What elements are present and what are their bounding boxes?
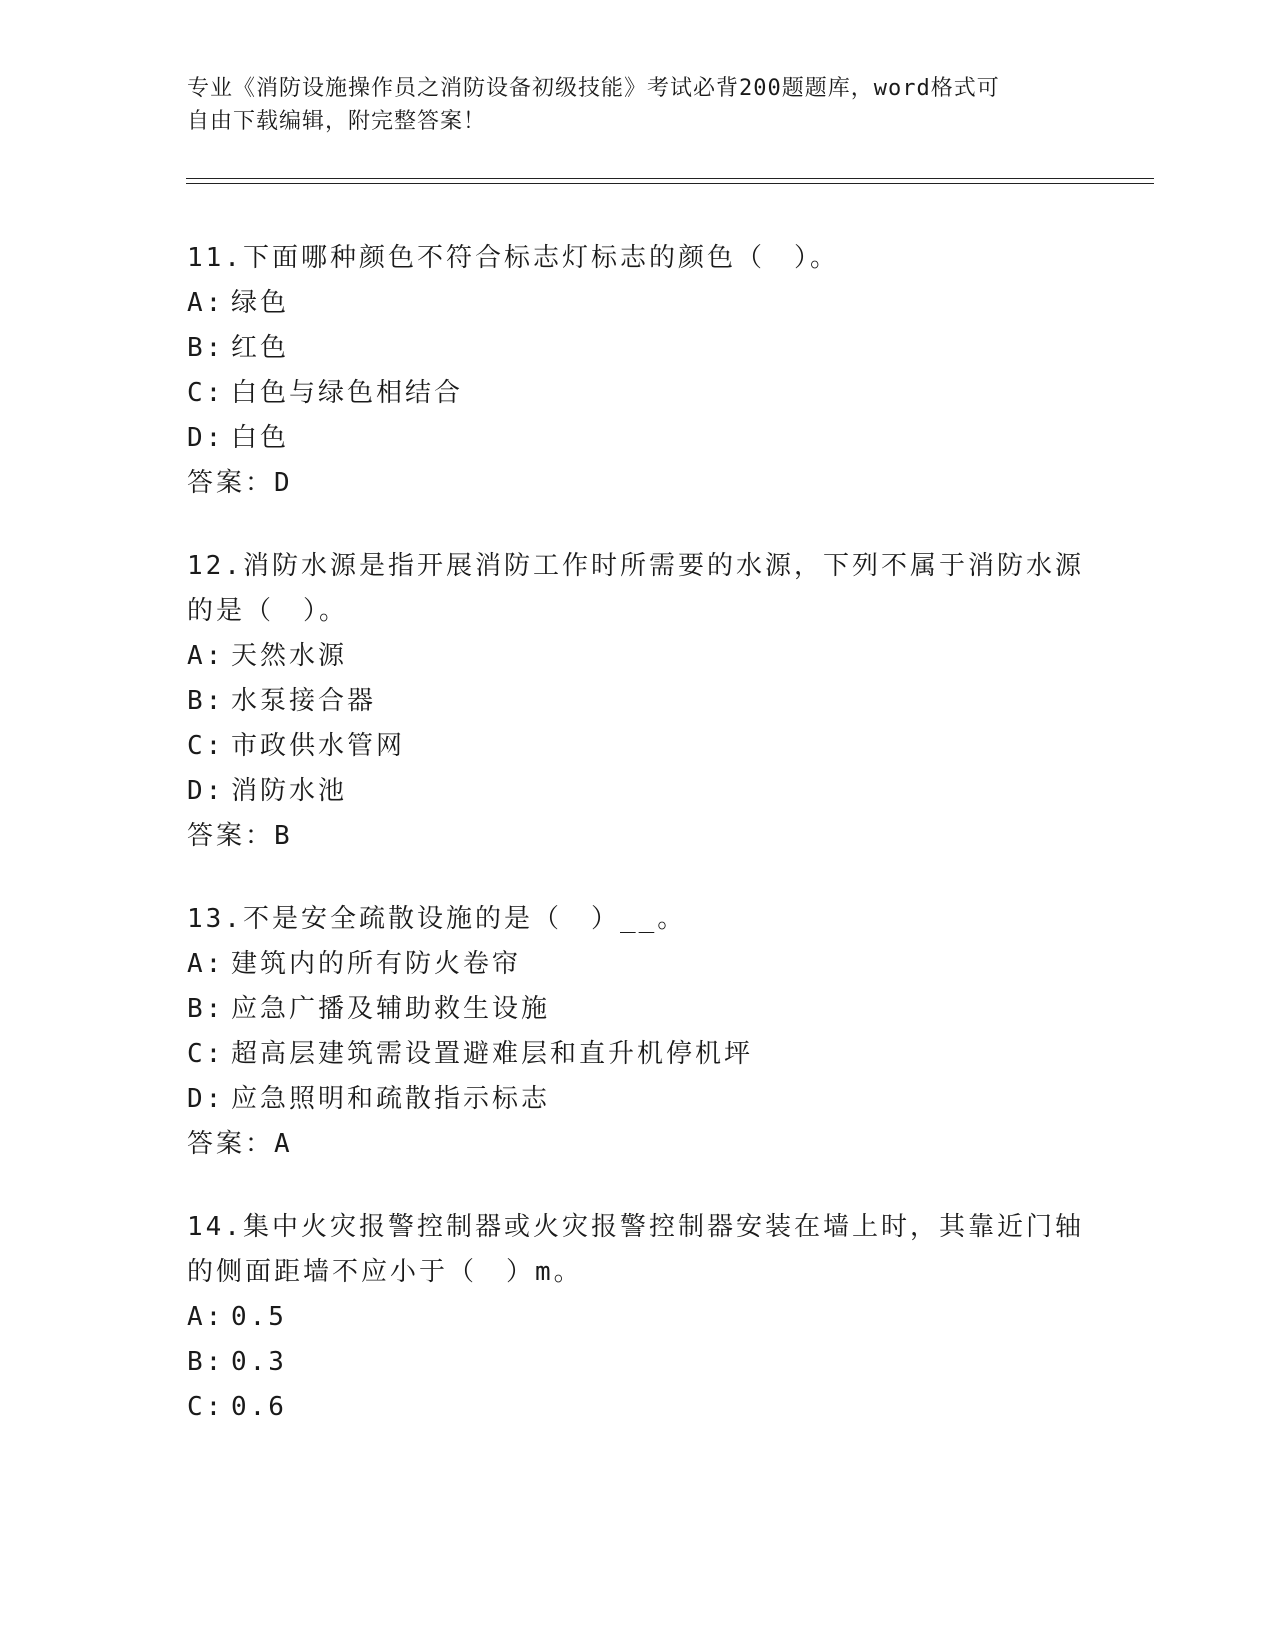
option-text: 0.6 [231,1392,287,1422]
question-block-13 [187,897,1087,1167]
option-c [187,1385,1087,1430]
option-d [187,769,1087,814]
option-text: 应急照明和疏散指示标志 [231,1084,551,1114]
option-text: 0.3 [231,1347,287,1377]
option-a [187,281,1087,326]
option-text: 白色 [231,423,290,453]
option-label: A: [187,949,225,979]
option-c [187,1032,1087,1077]
header-line-1: 专业《消防设施操作员之消防设备初级技能》考试必背200题题库，word格式可 [187,76,1000,101]
option-c [187,371,1087,416]
option-label: A: [187,641,225,671]
header-line-2: 自由下载编辑，附完整答案！ [187,109,487,134]
option-text: 水泵接合器 [231,686,377,716]
option-label: C: [187,731,225,761]
option-text: 市政供水管网 [231,731,406,761]
option-label: A: [187,1302,225,1332]
option-label: B: [187,333,225,363]
option-label: B: [187,686,225,716]
question-text: 11.下面哪种颜色不符合标志灯标志的颜色（ ）。 [187,243,839,273]
answer-line: 答案：A [187,1129,293,1159]
option-label: C: [187,1039,225,1069]
option-b [187,987,1087,1032]
answer-line: 答案：D [187,468,293,498]
question-text: 14.集中火灾报警控制器或火灾报警控制器安装在墙上时，其靠近门轴的侧面距墙不应小于（ ）m。 [187,1212,1084,1287]
option-text: 白色与绿色相结合 [231,378,464,408]
question-text: 13.不是安全疏散设施的是（ ）__。 [187,904,687,934]
option-text: 0.5 [231,1302,287,1332]
option-text: 天然水源 [231,641,348,671]
option-a [187,634,1087,679]
document-header [187,72,1087,138]
option-d [187,416,1087,461]
header-divider-top [186,178,1154,179]
option-text: 超高层建筑需设置避难层和直升机停机坪 [231,1039,754,1069]
option-d [187,1077,1087,1122]
option-label: B: [187,1347,225,1377]
option-label: A: [187,288,225,318]
option-b [187,679,1087,724]
option-label: D: [187,1084,225,1114]
option-label: D: [187,423,225,453]
question-text: 12.消防水源是指开展消防工作时所需要的水源，下列不属于消防水源的是（ ）。 [187,551,1084,626]
option-label: C: [187,1392,225,1422]
question-list [187,236,1087,1468]
question-block-11 [187,236,1087,506]
option-b [187,326,1087,371]
option-b [187,1340,1087,1385]
option-text: 绿色 [231,288,290,318]
option-a [187,1295,1087,1340]
option-label: B: [187,994,225,1024]
option-c [187,724,1087,769]
option-text: 建筑内的所有防火卷帘 [231,949,522,979]
option-label: D: [187,776,225,806]
question-block-14 [187,1205,1087,1430]
option-text: 消防水池 [231,776,348,806]
option-a [187,942,1087,987]
header-divider-bottom [186,183,1154,184]
option-text: 红色 [231,333,290,363]
option-label: C: [187,378,225,408]
question-block-12 [187,544,1087,859]
option-text: 应急广播及辅助救生设施 [231,994,551,1024]
answer-line: 答案：B [187,821,293,851]
